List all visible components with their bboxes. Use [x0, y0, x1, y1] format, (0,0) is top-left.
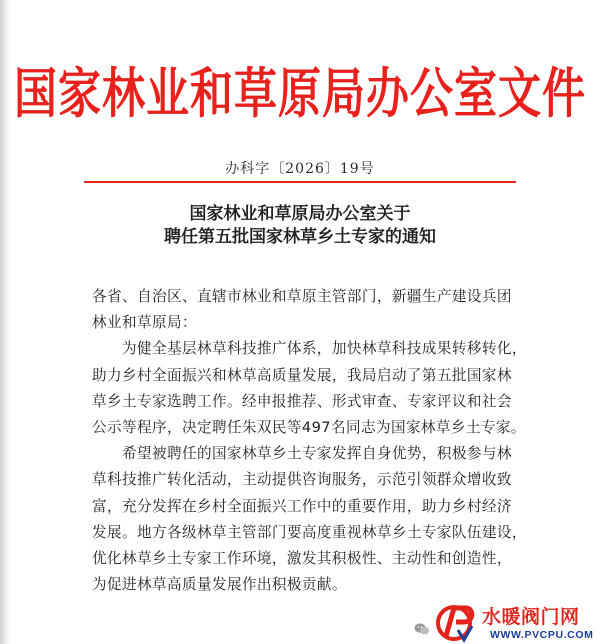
- body-line: 为健全基层林草科技推广体系，加快林草科技成果转移转化，: [122, 340, 527, 358]
- watermark-site-name: 水暖阀门网: [482, 606, 580, 628]
- pvcpu-logo-icon: [432, 600, 480, 644]
- body-line: 优化林草乡土专家工作环境，激发其积极性、主动性和创造性，: [92, 550, 512, 568]
- body-line: 各省、自治区、直辖市林业和草原主管部门，新疆生产建设兵团: [92, 288, 512, 305]
- notice-title-line-2: 聘任第五批国家林草乡土专家的通知: [164, 227, 436, 247]
- body-line: 希望被聘任的国家林草乡土专家发挥自身优势，积极参与林: [122, 445, 512, 463]
- notice-title: [0, 203, 600, 249]
- body-line: 助力乡村全面振兴和林草高质量发展，我局启动了第五批国家林: [92, 366, 512, 384]
- red-divider-line: [84, 181, 516, 183]
- body-line: 发展。地方各级林草主管部门要高度重视林草乡土专家队伍建设，: [92, 523, 527, 541]
- body-line: 林业和草原局：: [92, 314, 197, 332]
- notice-title-line-1: 国家林业和草原局办公室关于: [189, 204, 411, 224]
- body-line: 富，充分发挥在乡村全面振兴工作中的重要作用，助力乡村经济: [92, 497, 512, 515]
- watermark-url: WWW.PVCPU.COM: [490, 629, 594, 641]
- document-header: 国家林业和草原局办公室文件: [14, 63, 586, 126]
- body-line: 草乡土专家选聘工作。经申报推荐、形式审查、专家评议和社会: [92, 392, 512, 410]
- wechat-icon: [414, 622, 430, 636]
- notice-body: [92, 284, 527, 598]
- document-number: 办科字〔2026〕19号: [225, 161, 375, 177]
- body-line: 草科技推广转化活动，主动提供咨询服务，示范引领群众增收致: [92, 471, 512, 489]
- body-line: 为促进林草高质量发展作出积极贡献。: [92, 576, 347, 594]
- body-line: 公示等程序，决定聘任朱双民等497名同志为国家林草乡土专家。: [92, 419, 526, 437]
